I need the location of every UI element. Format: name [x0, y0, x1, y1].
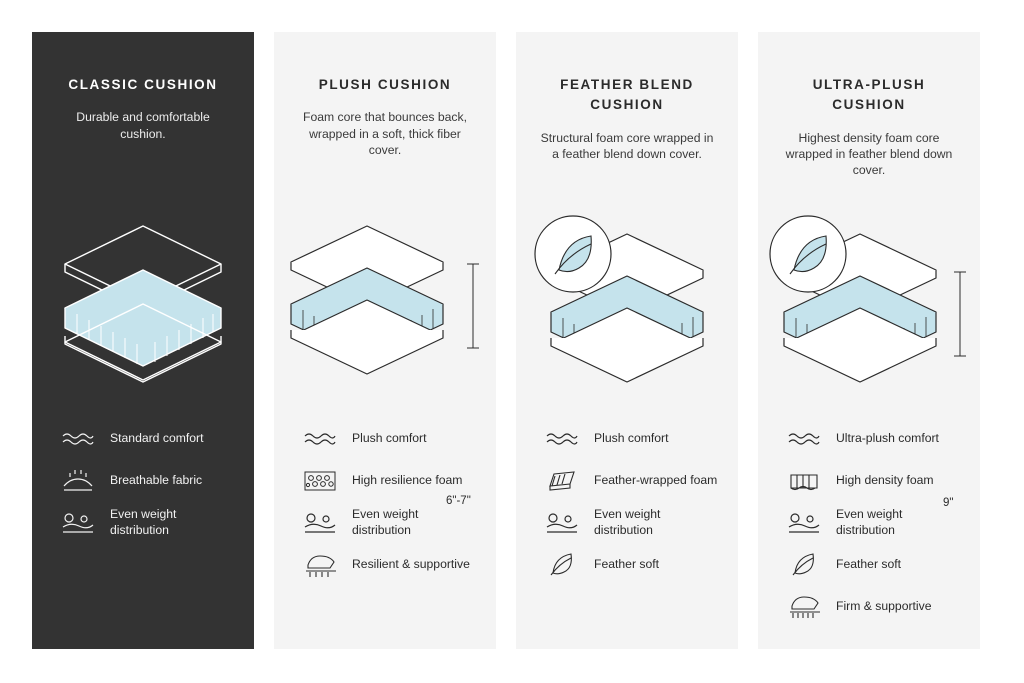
- cards-row: [32, 32, 992, 649]
- feature-label: Plush comfort: [352, 431, 427, 446]
- card-description: Foam core that bounces back, wrapped in a soft, thick fiber cover.: [303, 110, 467, 158]
- feather-badge: [535, 216, 611, 292]
- honeycomb-foam-icon: [300, 467, 340, 495]
- card-ultra-plush-cushion[interactable]: [758, 32, 980, 649]
- feature-label: Even weight distribution: [836, 507, 903, 537]
- feature-label: Even weight distribution: [594, 507, 661, 537]
- card-feather-blend-cushion[interactable]: [516, 32, 738, 649]
- dimension-label: 6"-7": [446, 495, 471, 507]
- card-title: FEATHER BLEND CUSHION: [560, 77, 694, 113]
- feature-label: Feather soft: [594, 557, 660, 572]
- resilient-support-icon: [300, 551, 340, 579]
- feature-item: [534, 502, 720, 544]
- feature-item: [776, 544, 962, 586]
- weight-distribution-icon: [542, 509, 582, 537]
- feature-label: Ultra-plush comfort: [836, 431, 939, 446]
- feature-item: [292, 502, 478, 544]
- card-plush-cushion[interactable]: [274, 32, 496, 649]
- feature-item: [50, 460, 236, 502]
- card-title: PLUSH CUSHION: [318, 77, 452, 92]
- feather-leaf-icon: [542, 551, 582, 579]
- feature-label: High resilience foam: [352, 473, 463, 488]
- feature-label: Feather-wrapped foam: [594, 473, 718, 488]
- feature-label: High density foam: [836, 473, 934, 488]
- dimension-label: 9": [943, 497, 954, 509]
- feature-item: [776, 586, 962, 628]
- feature-item: [292, 544, 478, 586]
- feature-item: [292, 418, 478, 460]
- wave-lines-icon: [542, 425, 582, 453]
- feature-item: [292, 460, 478, 502]
- feature-item: [776, 460, 962, 502]
- wave-lines-icon: [300, 425, 340, 453]
- feature-label: Resilient & supportive: [352, 557, 470, 572]
- feature-list: [758, 418, 980, 628]
- feature-item: [50, 418, 236, 460]
- feature-item: [534, 460, 720, 502]
- feature-label: Breathable fabric: [110, 473, 203, 488]
- card-description: Highest density foam core wrapped in feather blend down cover.: [785, 130, 953, 178]
- firm-support-icon: [784, 593, 824, 621]
- density-foam-icon: [784, 467, 824, 495]
- feather-leaf-icon: [784, 551, 824, 579]
- feature-label: Standard comfort: [110, 431, 204, 446]
- weight-distribution-icon: [300, 509, 340, 537]
- breathable-fabric-icon: [58, 467, 98, 495]
- feature-label: Even weight distribution: [352, 507, 419, 537]
- feature-list: [274, 418, 496, 586]
- weight-distribution-icon: [784, 509, 824, 537]
- feature-list: [32, 418, 254, 544]
- feature-item: [776, 418, 962, 460]
- wrapped-foam-icon: [542, 467, 582, 495]
- feature-label: Feather soft: [836, 557, 902, 572]
- cushion-layers-illustration: [274, 208, 496, 398]
- wave-lines-icon: [784, 425, 824, 453]
- feature-item: [534, 418, 720, 460]
- feature-list: [516, 418, 738, 586]
- card-classic-cushion[interactable]: [32, 32, 254, 649]
- feather-badge: [770, 216, 846, 292]
- feature-label: Plush comfort: [594, 431, 669, 446]
- wave-lines-icon: [58, 425, 98, 453]
- cushion-layers-illustration: [758, 208, 980, 398]
- card-title: ULTRA-PLUSH CUSHION: [812, 77, 926, 113]
- feature-item: [50, 502, 236, 544]
- card-description: Durable and comfortable cushion.: [76, 110, 210, 141]
- feature-label: Firm & supportive: [836, 599, 932, 614]
- feature-label: Even weight distribution: [110, 507, 177, 537]
- card-description: Structural foam core wrapped in a feather blend down cover.: [540, 130, 714, 161]
- card-title: CLASSIC CUSHION: [68, 77, 218, 92]
- weight-distribution-icon: [58, 509, 98, 537]
- cushion-layers-illustration: [32, 208, 254, 398]
- feature-item: [534, 544, 720, 586]
- cushion-layers-illustration: [516, 208, 738, 398]
- feature-item: [776, 502, 962, 544]
